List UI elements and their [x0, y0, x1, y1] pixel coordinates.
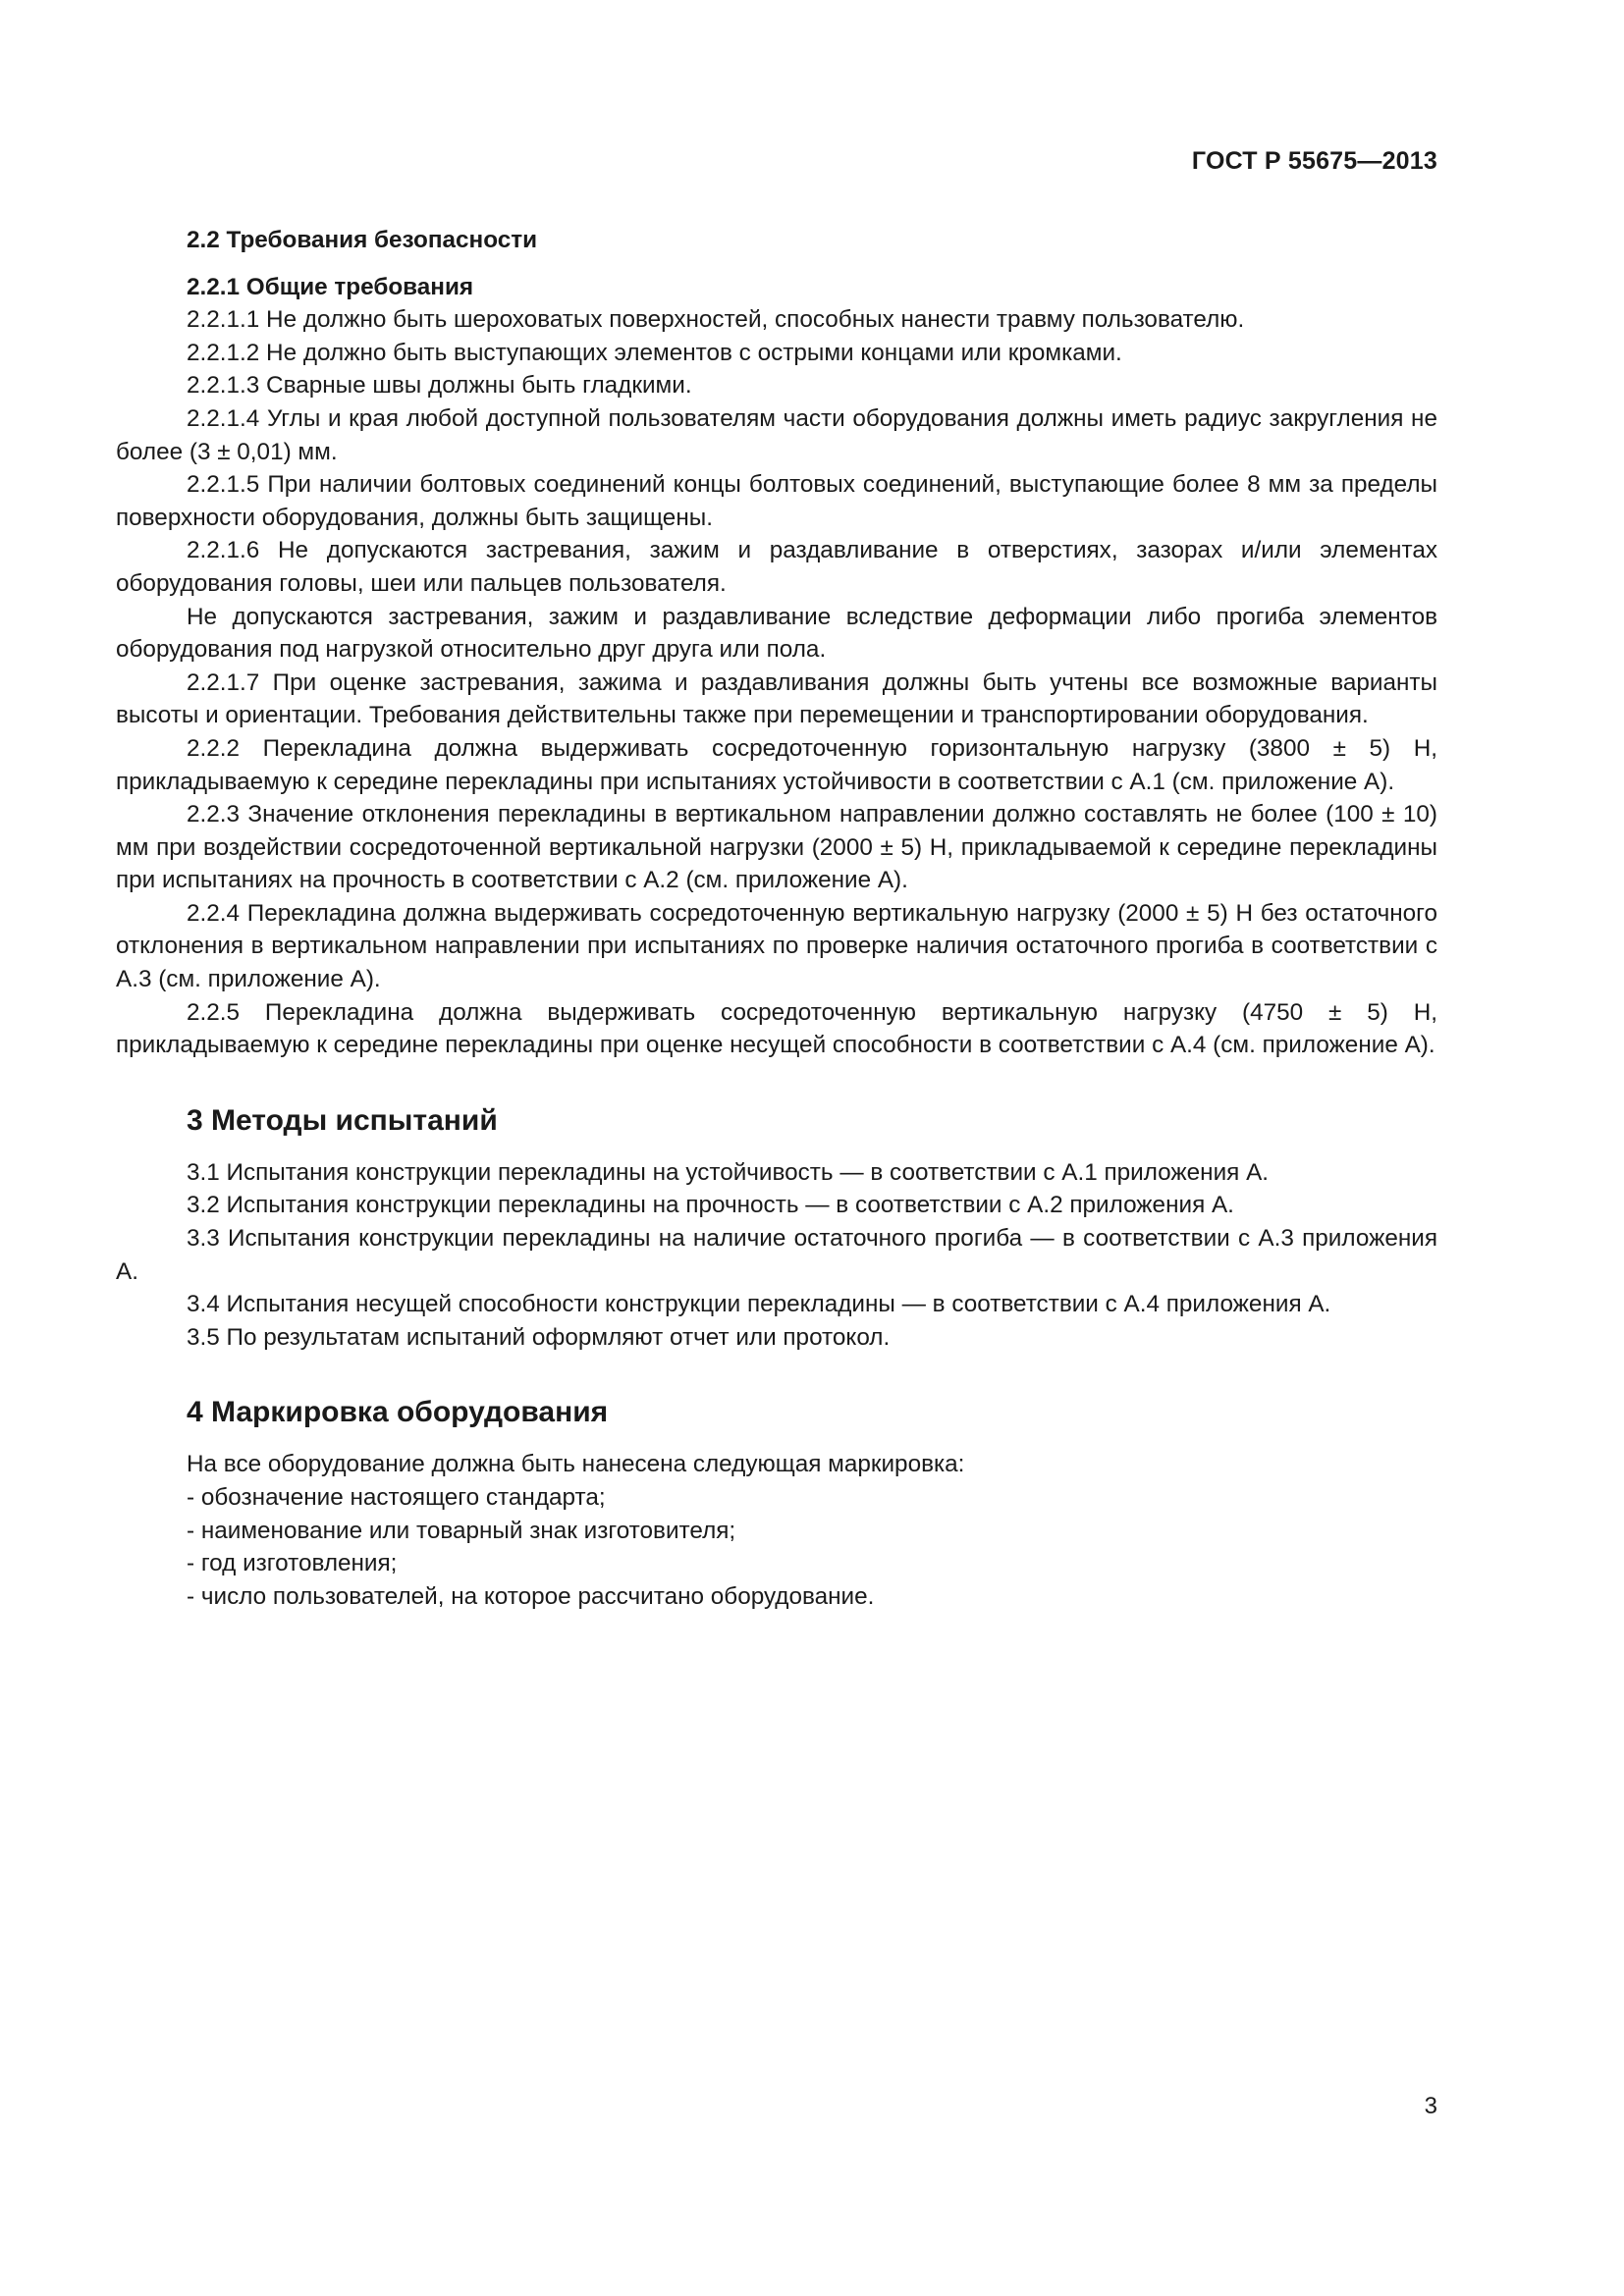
paragraph-3-1: 3.1 Испытания конструкции перекладины на устойчивость — в соответствии с А.1 приложения А.	[187, 1158, 1270, 1186]
paragraph-3-3: 3.3 Испытания конструкции перекладины на наличие остаточного прогиба — в соответствии с А.3 приложения А.	[116, 1225, 1437, 1285]
list-item: - год изготовления;	[187, 1550, 398, 1577]
page-number: 3	[1424, 2093, 1437, 2119]
paragraph-2-2-3: 2.2.3 Значение отклонения перекладины в вертикальном направлении должно составлять не более (100 ± 10) мм при воздействии сосредоточенной вертикальной нагрузки (2000 ± 5) Н, прикладываемой к середине перекладины при испытаниях на прочность в соответствии с А.2 (см. приложение А).	[116, 801, 1437, 894]
list-item: - обозначение настоящего стандарта;	[187, 1484, 606, 1511]
paragraph-2-2-1-5: 2.2.1.5 При наличии болтовых соединений концы болтовых соединений, выступающие более 8 мм за пределы поверхности оборудования, должны быть защищены.	[116, 471, 1437, 531]
paragraph-2-2-5: 2.2.5 Перекладина должна выдерживать сосредоточенную вертикальную нагрузку (4750 ± 5) Н, прикладываемую к середине перекладины при оценке несущей способности в соответствии с А.4 (см. приложение А).	[116, 998, 1437, 1059]
list-item: - наименование или товарный знак изготовителя;	[187, 1517, 736, 1544]
section-heading-2-2-1: 2.2.1 Общие требования	[187, 273, 474, 300]
paragraph-2-2-1-7: 2.2.1.7 При оценке застревания, зажима и раздавливания должны быть учтены все возможные варианты высоты и ориентации. Требования действительны также при перемещении и транспортировании оборудования.	[116, 668, 1437, 729]
list-item: - число пользователей, на которое рассчитано оборудование.	[187, 1582, 875, 1610]
paragraph-3-4: 3.4 Испытания несущей способности конструкции перекладины — в соответствии с А.4 приложения А.	[187, 1291, 1331, 1318]
paragraph-2-2-1-3: 2.2.1.3 Сварные швы должны быть гладкими.	[187, 372, 692, 400]
section-heading-2-2: 2.2 Требования безопасности	[187, 227, 538, 253]
paragraph-2-2-1-6-b: Не допускаются застревания, зажим и раздавливание вследствие деформации либо прогиба элементов оборудования под нагрузкой относительно друг друга или пола.	[116, 603, 1437, 664]
paragraph-3-2: 3.2 Испытания конструкции перекладины на прочность — в соответствии с А.2 приложения А.	[187, 1192, 1234, 1219]
paragraph-4-intro: На все оборудование должна быть нанесена следующая маркировка:	[187, 1451, 965, 1478]
document-code-header: ГОСТ Р 55675—2013	[1191, 147, 1437, 175]
page-content	[116, 224, 1437, 1613]
paragraph-2-2-2: 2.2.2 Перекладина должна выдерживать сосредоточенную горизонтальную нагрузку (3800 ± 5) Н, прикладываемую к середине перекладины при испытаниях устойчивости в соответствии с А.1 (см. приложение А).	[116, 734, 1437, 795]
section-heading-3: 3 Методы испытаний	[187, 1103, 498, 1137]
paragraph-2-2-1-2: 2.2.1.2 Не должно быть выступающих элементов с острыми концами или кромками.	[187, 339, 1122, 366]
paragraph-2-2-1-6: 2.2.1.6 Не допускаются застревания, зажим и раздавливание в отверстиях, зазорах и/или элементах оборудования головы, шеи или пальцев пользователя.	[116, 537, 1437, 597]
paragraph-2-2-1-4: 2.2.1.4 Углы и края любой доступной пользователям части оборудования должны иметь радиус закругления не более (3 ± 0,01) мм.	[116, 404, 1437, 465]
paragraph-3-5: 3.5 По результатам испытаний оформляют отчет или протокол.	[187, 1323, 891, 1351]
paragraph-2-2-1-1: 2.2.1.1 Не должно быть шероховатых поверхностей, способных нанести травму пользователю.	[187, 306, 1245, 334]
paragraph-2-2-4: 2.2.4 Перекладина должна выдерживать сосредоточенную вертикальную нагрузку (2000 ± 5) Н без остаточного отклонения в вертикальном направлении при испытаниях по проверке наличия остаточного прогиба в соответствии с А.3 (см. приложение А).	[116, 899, 1437, 993]
section-heading-4: 4 Маркировка оборудования	[187, 1396, 609, 1429]
